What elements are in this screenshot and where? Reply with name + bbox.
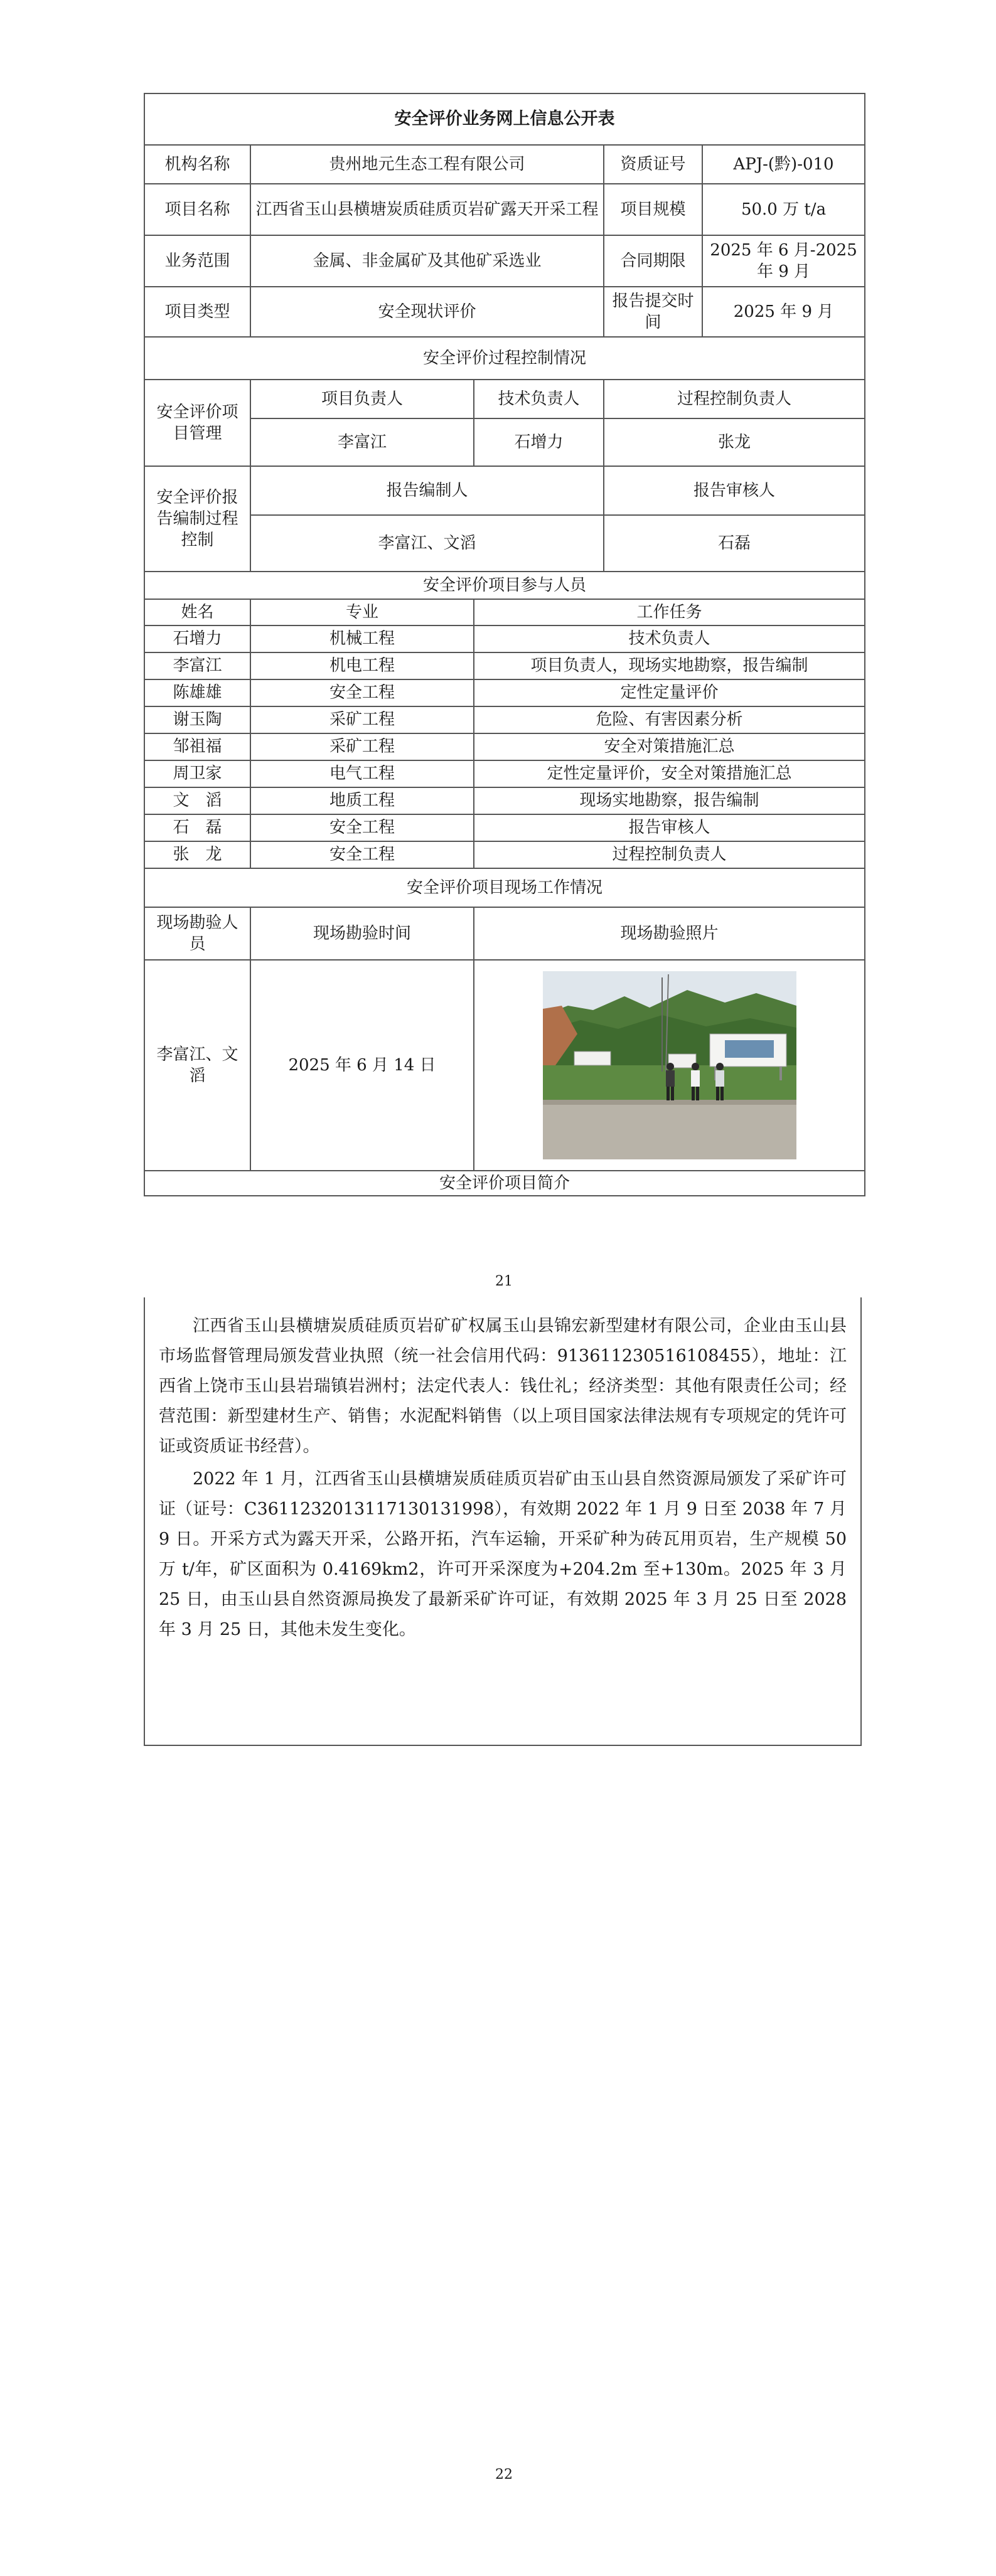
period-value: 2025 年 6 月-2025 年 9 月 (702, 235, 865, 287)
participant-name: 谢玉陶 (144, 706, 250, 733)
table-row (144, 679, 865, 706)
table-row (144, 814, 865, 841)
site-date: 2025 年 6 月 14 日 (250, 960, 474, 1171)
site-header-person: 现场勘验人员 (144, 907, 250, 960)
project-label: 项目名称 (144, 184, 250, 235)
participants-header-task: 工作任务 (474, 599, 865, 625)
cert-label: 资质证号 (604, 145, 702, 184)
page-number-22: 22 (495, 2467, 513, 2483)
project-intro-box (144, 1297, 862, 1746)
participant-major: 安全工程 (250, 841, 474, 868)
mgmt-value-process: 张龙 (604, 418, 865, 466)
period-label: 合同期限 (604, 235, 702, 287)
participants-header-name: 姓名 (144, 599, 250, 625)
report-value-reviewer: 石磊 (604, 515, 865, 572)
table-row (144, 625, 865, 652)
table-row (144, 841, 865, 868)
report-value-writer: 李富江、文滔 (250, 515, 604, 572)
project-value: 江西省玉山县横塘炭质硅质页岩矿露天开采工程 (250, 184, 604, 235)
org-label: 机构名称 (144, 145, 250, 184)
mgmt-header-leader: 项目负责人 (250, 380, 474, 418)
site-photo-cell (474, 960, 865, 1171)
participant-name: 张 龙 (144, 841, 250, 868)
type-label: 项目类型 (144, 287, 250, 337)
table-row (144, 733, 865, 760)
mgmt-header-process: 过程控制负责人 (604, 380, 865, 418)
site-header-photo: 现场勘验照片 (474, 907, 865, 960)
process-section-title: 安全评价过程控制情况 (144, 337, 865, 380)
participant-major: 地质工程 (250, 787, 474, 814)
report-header-reviewer: 报告审核人 (604, 466, 865, 515)
participant-major: 安全工程 (250, 679, 474, 706)
scope-label: 业务范围 (144, 235, 250, 287)
participant-task: 安全对策措施汇总 (474, 733, 865, 760)
info-disclosure-table (144, 93, 865, 1196)
participant-name: 石 磊 (144, 814, 250, 841)
participant-major: 机械工程 (250, 625, 474, 652)
submit-label: 报告提交时间 (604, 287, 702, 337)
table-title: 安全评价业务网上信息公开表 (144, 93, 865, 145)
participant-major: 机电工程 (250, 652, 474, 679)
intro-paragraph: 江西省玉山县横塘炭质硅质页岩矿矿权属玉山县锦宏新型建材有限公司，企业由玉山县市场监督管理局颁发营业执照（统一社会信用代码：913611230516108455），地址：江西省上饶市玉山县岩瑞镇岩洲村；法定代表人：钱仕礼；经济类型：其他有限责任公司；经营范围：新型建材生产、销售；水泥配料销售（以上项目国家法律法规有专项规定的凭许可证或资质证书经营）。 (159, 1316, 847, 1456)
table-row (144, 760, 865, 787)
mgmt-value-tech: 石增力 (474, 418, 604, 466)
site-header-time: 现场勘验时间 (250, 907, 474, 960)
participant-task: 危险、有害因素分析 (474, 706, 865, 733)
type-value: 安全现状评价 (250, 287, 604, 337)
org-value: 贵州地元生态工程有限公司 (250, 145, 604, 184)
site-section-title: 安全评价项目现场工作情况 (144, 868, 865, 907)
report-header-writer: 报告编制人 (250, 466, 604, 515)
participant-name: 陈雄雄 (144, 679, 250, 706)
mgmt-header-tech: 技术负责人 (474, 380, 604, 418)
participant-major: 安全工程 (250, 814, 474, 841)
participant-task: 定性定量评价 (474, 679, 865, 706)
scale-label: 项目规模 (604, 184, 702, 235)
table-row (144, 787, 865, 814)
participant-name: 文 滔 (144, 787, 250, 814)
participant-task: 项目负责人，现场实地勘察，报告编制 (474, 652, 865, 679)
submit-value: 2025 年 9 月 (702, 287, 865, 337)
participant-task: 报告审核人 (474, 814, 865, 841)
scale-value: 50.0 万 t/a (702, 184, 865, 235)
report-label: 安全评价报告编制过程控制 (144, 466, 250, 572)
participants-header-major: 专业 (250, 599, 474, 625)
site-inspection-photo (543, 971, 796, 1159)
table-row (144, 706, 865, 733)
table-row (144, 652, 865, 679)
mgmt-label: 安全评价项目管理 (144, 380, 250, 466)
cert-value: APJ-(黔)-010 (702, 145, 865, 184)
participant-task: 现场实地勘察，报告编制 (474, 787, 865, 814)
page-number-21: 21 (495, 1274, 513, 1289)
participant-task: 技术负责人 (474, 625, 865, 652)
participant-task: 定性定量评价，安全对策措施汇总 (474, 760, 865, 787)
participant-major: 电气工程 (250, 760, 474, 787)
mgmt-value-leader: 李富江 (250, 418, 474, 466)
intro-section-title: 安全评价项目简介 (144, 1171, 865, 1196)
participant-name: 李富江 (144, 652, 250, 679)
participant-name: 石增力 (144, 625, 250, 652)
site-person: 李富江、文滔 (144, 960, 250, 1171)
participant-major: 采矿工程 (250, 733, 474, 760)
participant-task: 过程控制负责人 (474, 841, 865, 868)
participant-major: 采矿工程 (250, 706, 474, 733)
participant-name: 周卫家 (144, 760, 250, 787)
participant-name: 邹祖福 (144, 733, 250, 760)
participants-section-title: 安全评价项目参与人员 (144, 572, 865, 599)
scope-value: 金属、非金属矿及其他矿采选业 (250, 235, 604, 287)
intro-paragraph: 2022 年 1 月，江西省玉山县横塘炭质硅质页岩矿由玉山县自然资源局颁发了采矿许可证（证号：C3611232013117130131998），有效期 2022 年 1 月 9 日至 2038 年 7 月 9 日。开采方式为露天开采，公路开拓，汽车运输，开采矿种为砖瓦用页岩，生产规模 50 万 t/年，矿区面积为 0.4169km2，许可开采深度为+204.2m 至+130m。2025 年 3 月 25 日，由玉山县自然资源局换发了最新采矿许可证，有效期 2025 年 3 月 25 日至 2028 年 3 月 25 日，其他未发生变化。 (159, 1469, 847, 1639)
